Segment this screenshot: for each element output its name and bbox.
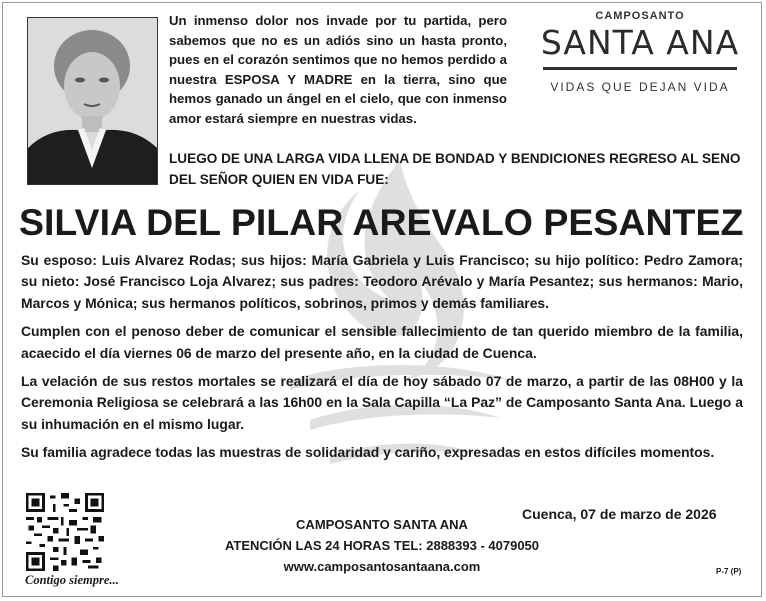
footer-phone: ATENCIÓN LAS 24 HORAS TEL: 2888393 - 4079050 [224,538,540,553]
camposanto-logo [535,10,745,105]
page-code: P-7 (P) [716,567,742,576]
intro-text: Un inmenso dolor nos invade por tu partida, pero sabemos que no es un adiós sino un hasta pronto, pues en el corazón sentimos que no hemos perdido a nuestra ESPOSA Y MADRE en la tierra, sino que hemos ganado un ángel en el cielo, que con inmenso amor estará siempre en nuestras vidas. [169,13,507,126]
lead-text: LUEGO DE UNA LARGA VIDA LLENA DE BONDAD Y BENDICIONES REGRESO AL SENO DEL SEÑOR QUIEN EN VIDA FUE: [169,151,741,187]
footer-contact [182,514,582,577]
family-paragraph: Su esposo: Luis Alvarez Rodas; sus hijos: María Gabriela y Luis Francisco; su hijo político: Pedro Zamora; su nieto: José Francisco Loja Alvarez; sus padres: Teodoro Arévalo y María Pesantez; sus hermanos: Mario, Marcos y Mónica; sus hermanos políticos, sobrinos, primos y demás familiares. [21,252,743,311]
date-line: Cuenca, 07 de marzo de 2026 [522,506,717,522]
contigo-slogan: Contigo siempre... [25,573,119,587]
announcement-body [21,250,743,471]
footer-org-name: CAMPOSANTO SANTA ANA [296,517,468,532]
thanks-paragraph: Su familia agradece todas las muestras de solidaridad y cariño, expresadas en estos difíciles momentos. [21,444,715,461]
logo-tagline: VIDAS QUE DEJAN VIDA [550,80,730,94]
deceased-name: SILVIA DEL PILAR AREVALO PESANTEZ [19,201,744,243]
logo-wordmark: SANTA ANA [540,23,740,62]
ceremony-paragraph: La velación de sus restos mortales se realizará el día de hoy sábado 07 de marzo, a partir de las 08H00 y la Ceremonia Religiosa se celebrará a las 16h00 en la Sala Capilla “La Paz” de Camposanto Santa Ana. Luego a su inhumación en el mismo lugar. [21,373,743,432]
qr-code-icon[interactable] [26,493,104,571]
logo-rule [543,67,737,70]
logo-top-text: CAMPOSANTO [595,10,685,22]
notice-paragraph: Cumplen con el penoso deber de comunicar el sensible fallecimiento de tan querido miembro de la familia, acaecido el día viernes 06 de marzo del presente año, en la ciudad de Cuenca. [21,323,743,361]
portrait-photo [27,17,158,185]
footer-website-link[interactable]: www.camposantosantaana.com [283,559,481,574]
